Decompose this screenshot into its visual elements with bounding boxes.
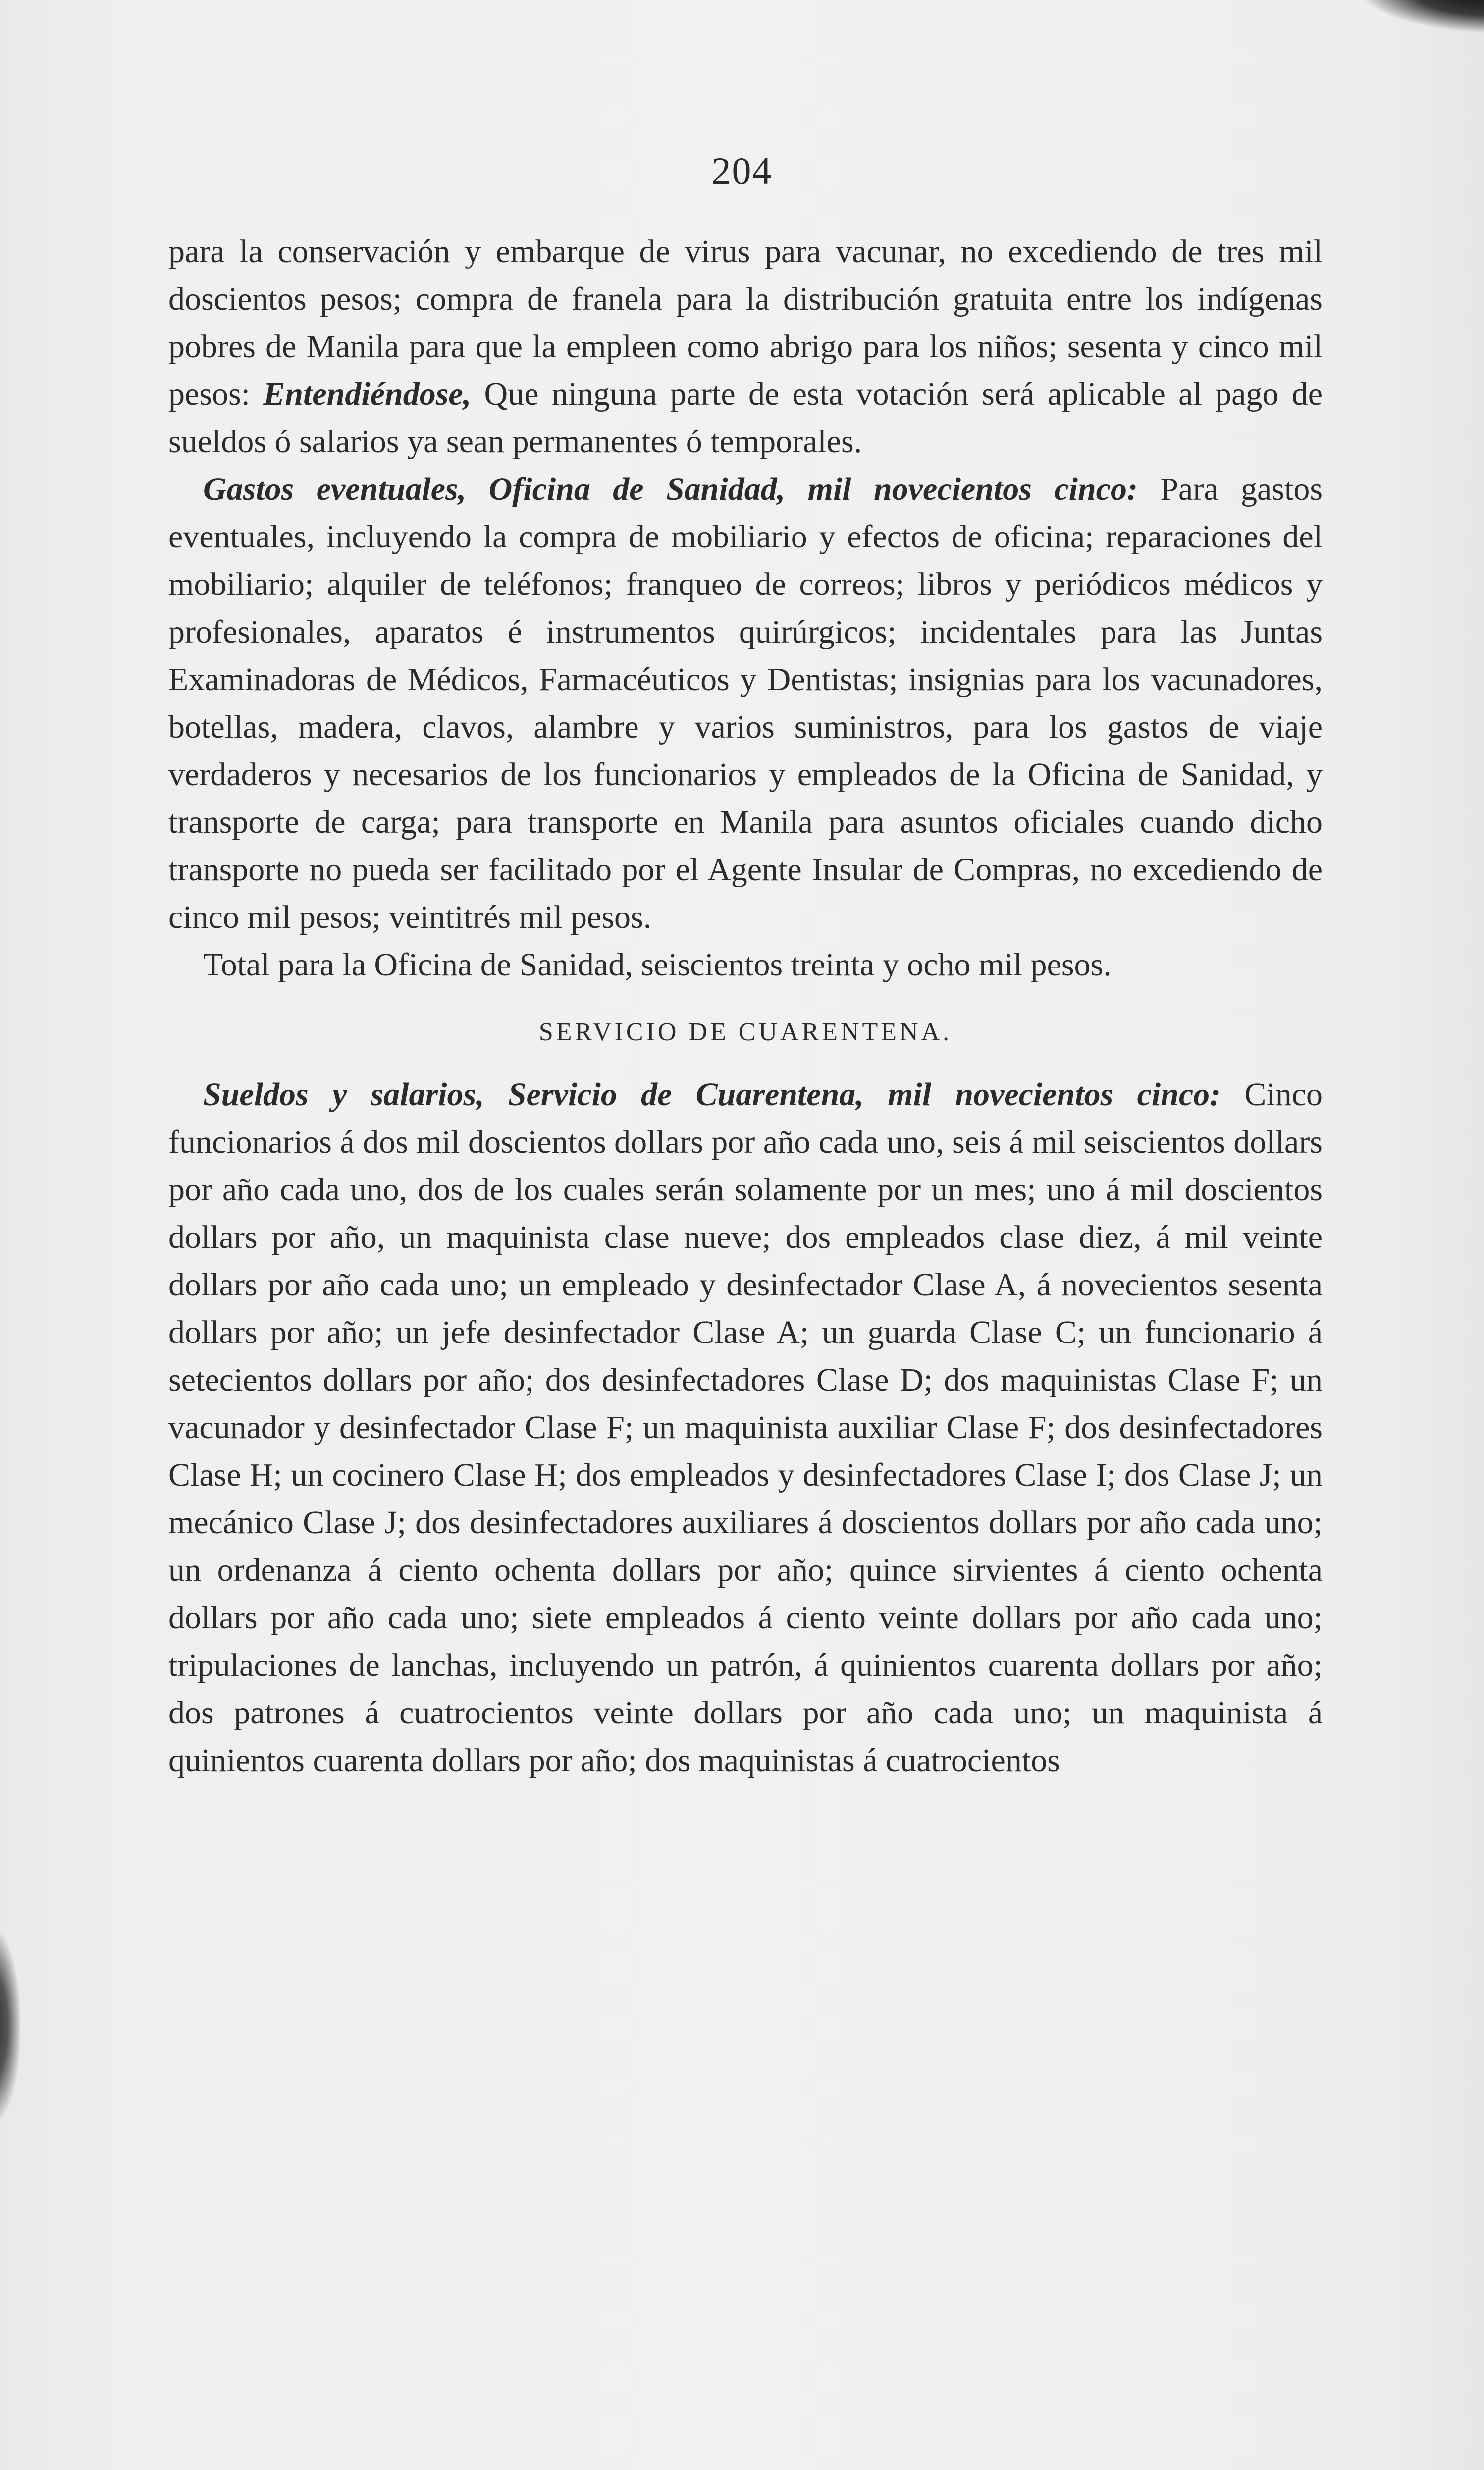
proviso-text: Que ninguna parte de esta votación será aplicable al pago de sueldos ó salarios ya sean permanentes ó temporales. bbox=[168, 376, 1323, 460]
page-edge-shadow bbox=[0, 1932, 20, 2120]
quarantine-salaries-heading: Sueldos y salarios, Servicio de Cuarentena, mil novecientos cinco: bbox=[203, 1076, 1221, 1113]
body-text bbox=[168, 228, 1323, 1784]
page-corner-shadow bbox=[1354, 0, 1484, 35]
section-heading: SERVICIO DE CUARENTENA. bbox=[538, 1018, 953, 1046]
quarantine-salaries-text: Cinco funcionarios á dos mil doscientos dollars por año cada uno, seis á mil seiscientos dollars por año cada uno, dos de los cuales serán solamente por un mes; uno á mil doscientos dollars por año, un maquinista clase nueve; dos empleados clase diez, á mil veinte dollars por año cada uno; un empleado y desinfectador Clase A, á novecientos sesenta dollars por año; un jefe desinfectador Clase A; un guarda Clase C; un funcionario á setecientos dollars por año; dos desinfectadores Clase D; dos maquinistas Clase F; un vacunador y desinfectador Clase F; un maquinista auxiliar Clase F; dos desinfectadores Clase H; un cocinero Clase H; dos empleados y desinfectadores Clase I; dos Clase J; un mecánico Clase J; dos desinfectadores auxiliares á doscientos dollars por año cada uno; un ordenanza á ciento ochenta dollars por año; quince sirvientes á ciento ochenta dollars por año cada uno; siete empleados á ciento veinte dollars por año cada uno; tripulaciones de lanchas, incluyendo un patrón, á quinientos cuarenta dollars por año; dos patrones á cuatrocientos veinte dollars por año cada uno; un maquinista á quinientos cuarenta dollars por año; dos maquinistas á cuatrocientos bbox=[168, 1076, 1323, 1778]
contingent-expenses-text: Para gastos eventuales, incluyendo la compra de mobiliario y efectos de oficina; reparaciones del mobiliario; alquiler de teléfonos; franqueo de correos; libros y periódicos médicos y profesionales, aparatos é instrumentos quirúrgicos; incidentales para las Juntas Examinadoras de Médicos, Farmacéuticos y Dentistas; insignias para los vacunadores, botellas, madera, clavos, alambre y varios suministros, para los gastos de viaje verdaderos y necesarios de los funcionarios y empleados de la Oficina de Sanidad, y transporte de carga; para transporte en Manila para asuntos oficiales cuando dicho transporte no pueda ser facilitado por el Agente Insular de Compras, no excediendo de cinco mil pesos; veintitrés mil pesos. bbox=[168, 471, 1323, 935]
proviso-lead: Entendiéndose, bbox=[263, 376, 472, 412]
contingent-expenses-heading: Gastos eventuales, Oficina de Sanidad, mil novecientos cinco: bbox=[203, 471, 1138, 507]
page-number: 204 bbox=[711, 149, 773, 192]
paragraph-quarantine-salaries bbox=[168, 1071, 1323, 1784]
paragraph-contingent-expenses bbox=[168, 466, 1323, 941]
paragraph-continuation bbox=[168, 228, 1323, 466]
paragraph-continuation-text: para la conservación y embarque de virus para vacunar, no excediendo de tres mil doscientos pesos; compra de franela para la distribución gratuita entre los indígenas pobres de Manila para que la empleen como abrigo para los niños; sesenta y cinco mil pesos: bbox=[168, 233, 1323, 412]
paragraph-total: Total para la Oficina de Sanidad, seiscientos treinta y ocho mil pesos. bbox=[203, 947, 1112, 983]
